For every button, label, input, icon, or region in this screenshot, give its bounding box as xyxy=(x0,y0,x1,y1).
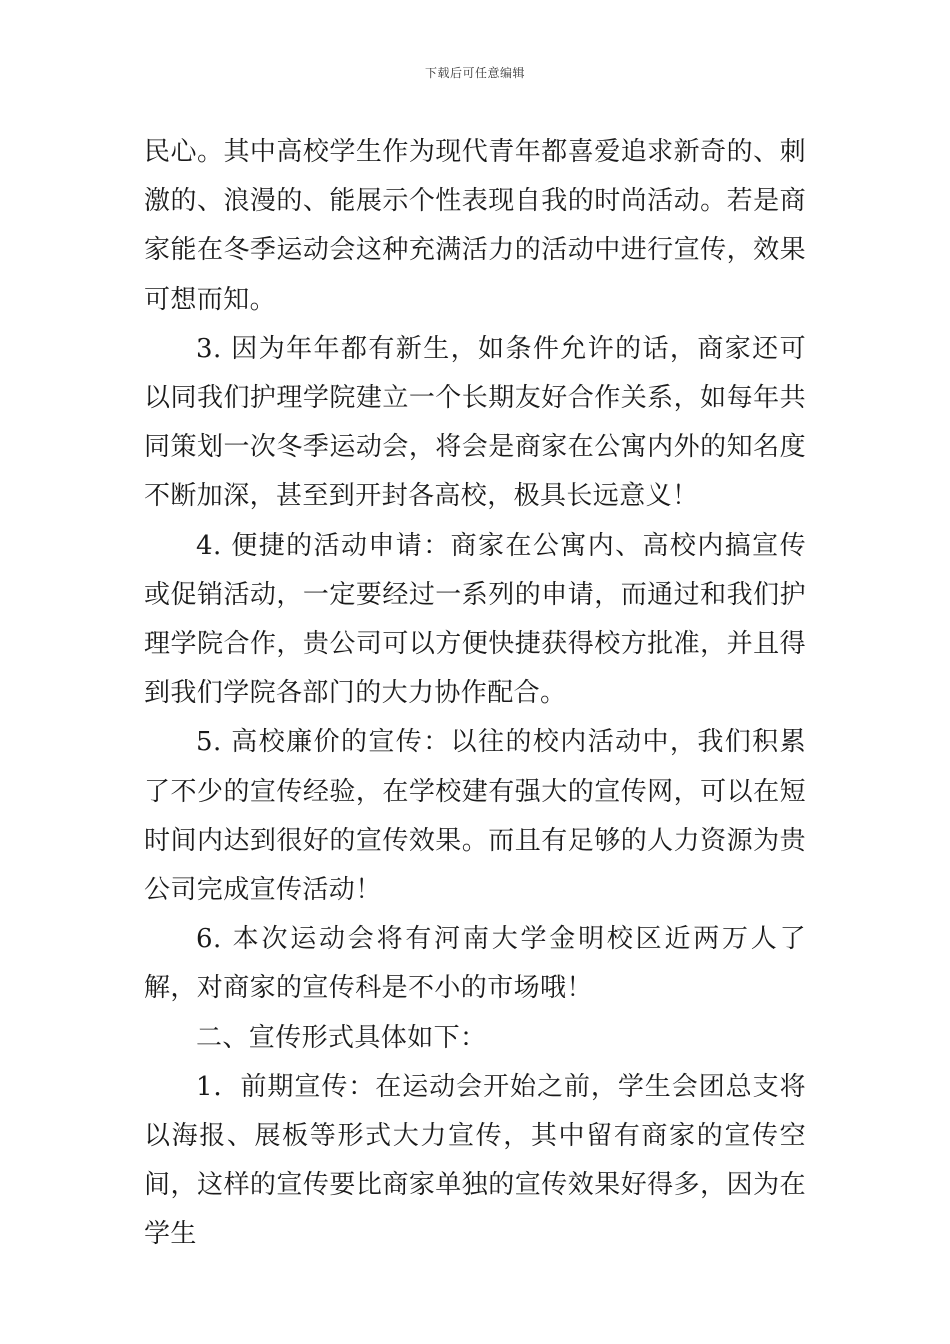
paragraph: 6. 本次运动会将有河南大学金明校区近两万人了解，对商家的宣传科是不小的市场哦！ xyxy=(144,924,806,1004)
section-heading: 二、宣传形式具体如下： xyxy=(196,1022,487,1053)
paragraph: 5. 高校廉价的宣传：以往的校内活动中，我们积累了不少的宣传经验，在学校建有强大的宣传网，可以在短时间内达到很好的宣传效果。而且有足够的人力资源为贵公司完成宣传活动！ xyxy=(144,727,806,906)
paragraph: 4. 便捷的活动申请：商家在公寓内、高校内搞宣传或促销活动，一定要经过一系列的申请，而通过和我们护理学院合作，贵公司可以方便快捷获得校方批准，并且得到我们学院各部门的大力协作配合。 xyxy=(144,530,806,709)
paragraph: 1．前期宣传：在运动会开始之前，学生会团总支将以海报、展板等形式大力宣传，其中留有商家的宣传空间，这样的宣传要比商家单独的宣传效果好得多，因为在学生 xyxy=(144,1071,806,1250)
document-body xyxy=(144,128,806,1260)
paragraph: 3. 因为年年都有新生，如条件允许的话，商家还可以同我们护理学院建立一个长期友好合作关系，如每年共同策划一次冬季运动会，将会是商家在公寓内外的知名度不断加深，甚至到开封各高校，极具长远意义！ xyxy=(144,333,806,512)
page-header: 下载后可任意编辑 xyxy=(424,66,525,80)
paragraph: 民心。其中高校学生作为现代青年都喜爱追求新奇的、刺激的、浪漫的、能展示个性表现自我的时尚活动。若是商家能在冬季运动会这种充满活力的活动中进行宣传，效果可想而知。 xyxy=(144,137,806,315)
